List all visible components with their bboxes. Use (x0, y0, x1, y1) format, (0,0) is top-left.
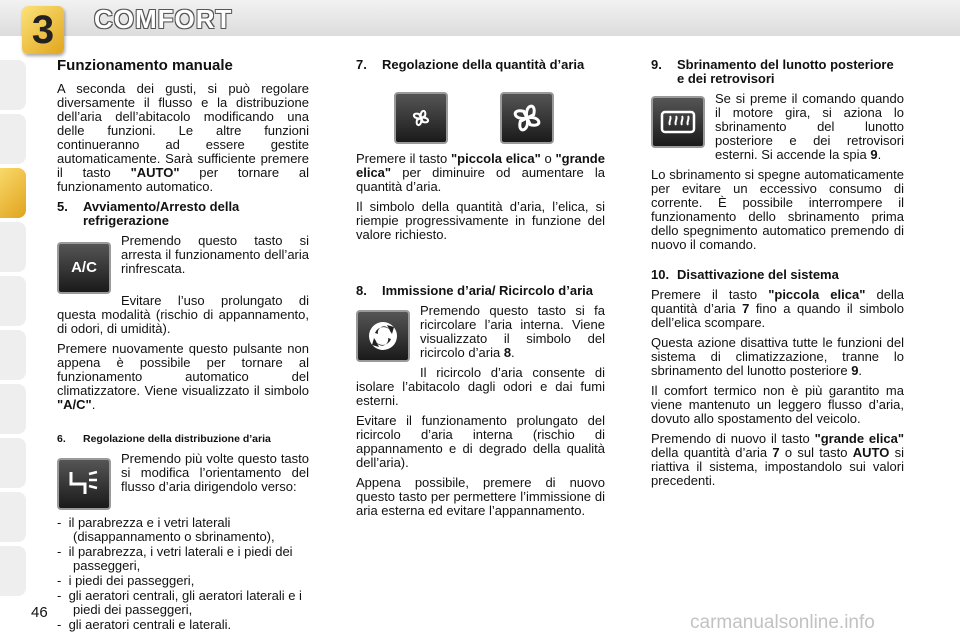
recirculation-glyph (365, 318, 401, 354)
chapter-tab[interactable] (0, 384, 26, 434)
subheading-8: 8. Immissione d’aria/ Ricircolo d’aria (356, 283, 593, 298)
list-item: - gli aeratori centrali e laterali. (57, 617, 232, 632)
disable-paragraph-3: Il comfort termico non è più garantito ma viene mantenuto un leggero flusso d’aria, dovuto allo spostamento del veicolo. (651, 383, 904, 426)
large-fan-glyph (507, 98, 547, 138)
small-fan-glyph (409, 106, 433, 130)
chapter-tab[interactable] (0, 222, 26, 272)
chapter-tab[interactable] (0, 276, 26, 326)
fan-paragraph-1: Premere il tasto "piccola elica" o "grande elica" per diminuire od aumentare la quantità d’aria. (356, 151, 605, 194)
column-1 (57, 58, 309, 633)
section-title-manual: Funzionamento manuale (57, 57, 233, 74)
subheading-6: 6. Regolazione della distribuzione d’aria (57, 433, 271, 445)
rear-defrost-paragraph-2: Lo sbrinamento si spegne automaticamente per evitare un eccessivo consumo di corrente. È possibile interrompere il funzionamento dello sbrinamento prima dello spegnimento automatico premendo di nuovo il comando. (651, 167, 904, 252)
page-header (0, 0, 960, 50)
page-number: 46 (31, 604, 48, 621)
list-item: - gli aeratori centrali, gli aeratori laterali e i piedi dei passeggeri, (57, 588, 302, 617)
chapter-tab-active[interactable] (0, 168, 26, 218)
intro-paragraph: A seconda dei gusti, si può regolare diversamente il flusso e la distribuzione dell’aria dell’abitacolo modificando una delle funzioni. Le altre funzioni continueranno ad essere gestite automaticamente. Sarà sufficiente premere il tasto "AUTO" per tornare al funzionamento automatico. (57, 81, 310, 194)
small-fan-icon (394, 92, 448, 144)
ac-button-icon: A/C (57, 242, 111, 294)
disable-paragraph-1: Premere il tasto "piccola elica" della quantità d’aria 7 fino a quando il simbolo dell’elica scompare. (651, 287, 904, 330)
recirculation-paragraph-4: Appena possibile, premere di nuovo questo tasto per permettere l’immissione di aria esterna ed evitare l’appannamento. (356, 475, 605, 518)
watermark: carmanualsonline.info (690, 612, 875, 633)
subheading-7: 7. Regolazione della quantità d’aria (356, 57, 585, 72)
chapter-tab[interactable] (0, 114, 26, 164)
chapter-number-badge: 3 (22, 6, 64, 54)
rear-defrost-row (651, 92, 904, 168)
subheading-10: 10. Disattivazione del sistema (651, 267, 839, 282)
list-item: - i piedi dei passeggeri, (57, 573, 195, 588)
chapter-title: COMFORT (94, 4, 233, 34)
chapter-tab[interactable] (0, 438, 26, 488)
air-recirculation-icon (356, 310, 410, 362)
fan-paragraph-2: Il simbolo della quantità d’aria, l’elica, si riempie progressivamente in funzione del valore richiesto. (356, 199, 605, 242)
ac-paragraph-2: Evitare l’uso prolungato di questa modalità (rischio di appannamento, di odori, di umidità). (57, 293, 309, 336)
recirculation-paragraph-1: Premendo questo tasto si fa ricircolare l’aria interna. Viene visualizzato il simbolo del ricircolo d’aria 8. (420, 303, 605, 360)
chapter-tab[interactable] (0, 546, 26, 596)
list-item: - il parabrezza e i vetri laterali (disappannamento o sbrinamento), (57, 515, 275, 544)
fan-icons-row (394, 92, 605, 144)
air-distribution-glyph (67, 470, 101, 498)
rear-window-defrost-icon (651, 96, 705, 148)
subheading-9: 9. Sbrinamento del lunotto posteriore e dei retrovisori (651, 57, 894, 86)
recirculation-paragraph-3: Evitare il funzionamento prolungato del ricircolo d’aria interna (rischio di appannamento e di degrado della qualità dell’aria). (356, 413, 605, 470)
disable-paragraph-4: Premendo di nuovo il tasto "grande elica" della quantità d’aria 7 o sul tasto AUTO si riattiva il sistema, impostandolo sui valori precedenti. (651, 431, 905, 488)
list-item: - il parabrezza, i vetri laterali e i piedi dei passeggeri, (57, 544, 293, 573)
ac-row (57, 234, 309, 294)
chapter-tab[interactable] (0, 492, 26, 542)
column-2 (356, 58, 605, 524)
air-distribution-paragraph: Premendo più volte questo tasto si modifica l’orientamento del flusso d’aria dirigendolo verso: (121, 451, 309, 494)
recirculation-paragraph-2: Il ricircolo d’aria consente di isolare l’abitacolo dagli odori e dai fumi esterni. (356, 365, 605, 408)
column-3 (651, 58, 904, 494)
disable-paragraph-2: Questa azione disattiva tutte le funzioni del sistema di climatizzazione, tranne lo sbrinamento del lunotto posteriore 9. (651, 335, 904, 378)
ac-paragraph-1: Premendo questo tasto si arresta il funzionamento dell’aria rinfrescata. (121, 233, 309, 276)
recirculation-row (356, 304, 605, 366)
subheading-5: 5. Avviamento/Arresto della refrigerazione (57, 199, 240, 228)
large-fan-icon (500, 92, 554, 144)
ac-paragraph-3: Premere nuovamente questo pulsante non appena è possibile per tornare al funzionamento automatico del climatizzatore. Viene visualizzato il simbolo "A/C". (57, 341, 309, 412)
air-distribution-row (57, 452, 309, 510)
rear-defrost-glyph (660, 109, 696, 135)
air-distribution-list (57, 516, 309, 632)
chapter-tabs (0, 50, 30, 610)
chapter-tab[interactable] (0, 60, 26, 110)
air-distribution-icon (57, 458, 111, 510)
rear-defrost-paragraph-1: Se si preme il comando quando il motore gira, si aziona lo sbrinamento del lunotto posteriore e dei retrovisori esterni. Si accende la spia 9. (715, 91, 904, 162)
chapter-tab[interactable] (0, 330, 26, 380)
